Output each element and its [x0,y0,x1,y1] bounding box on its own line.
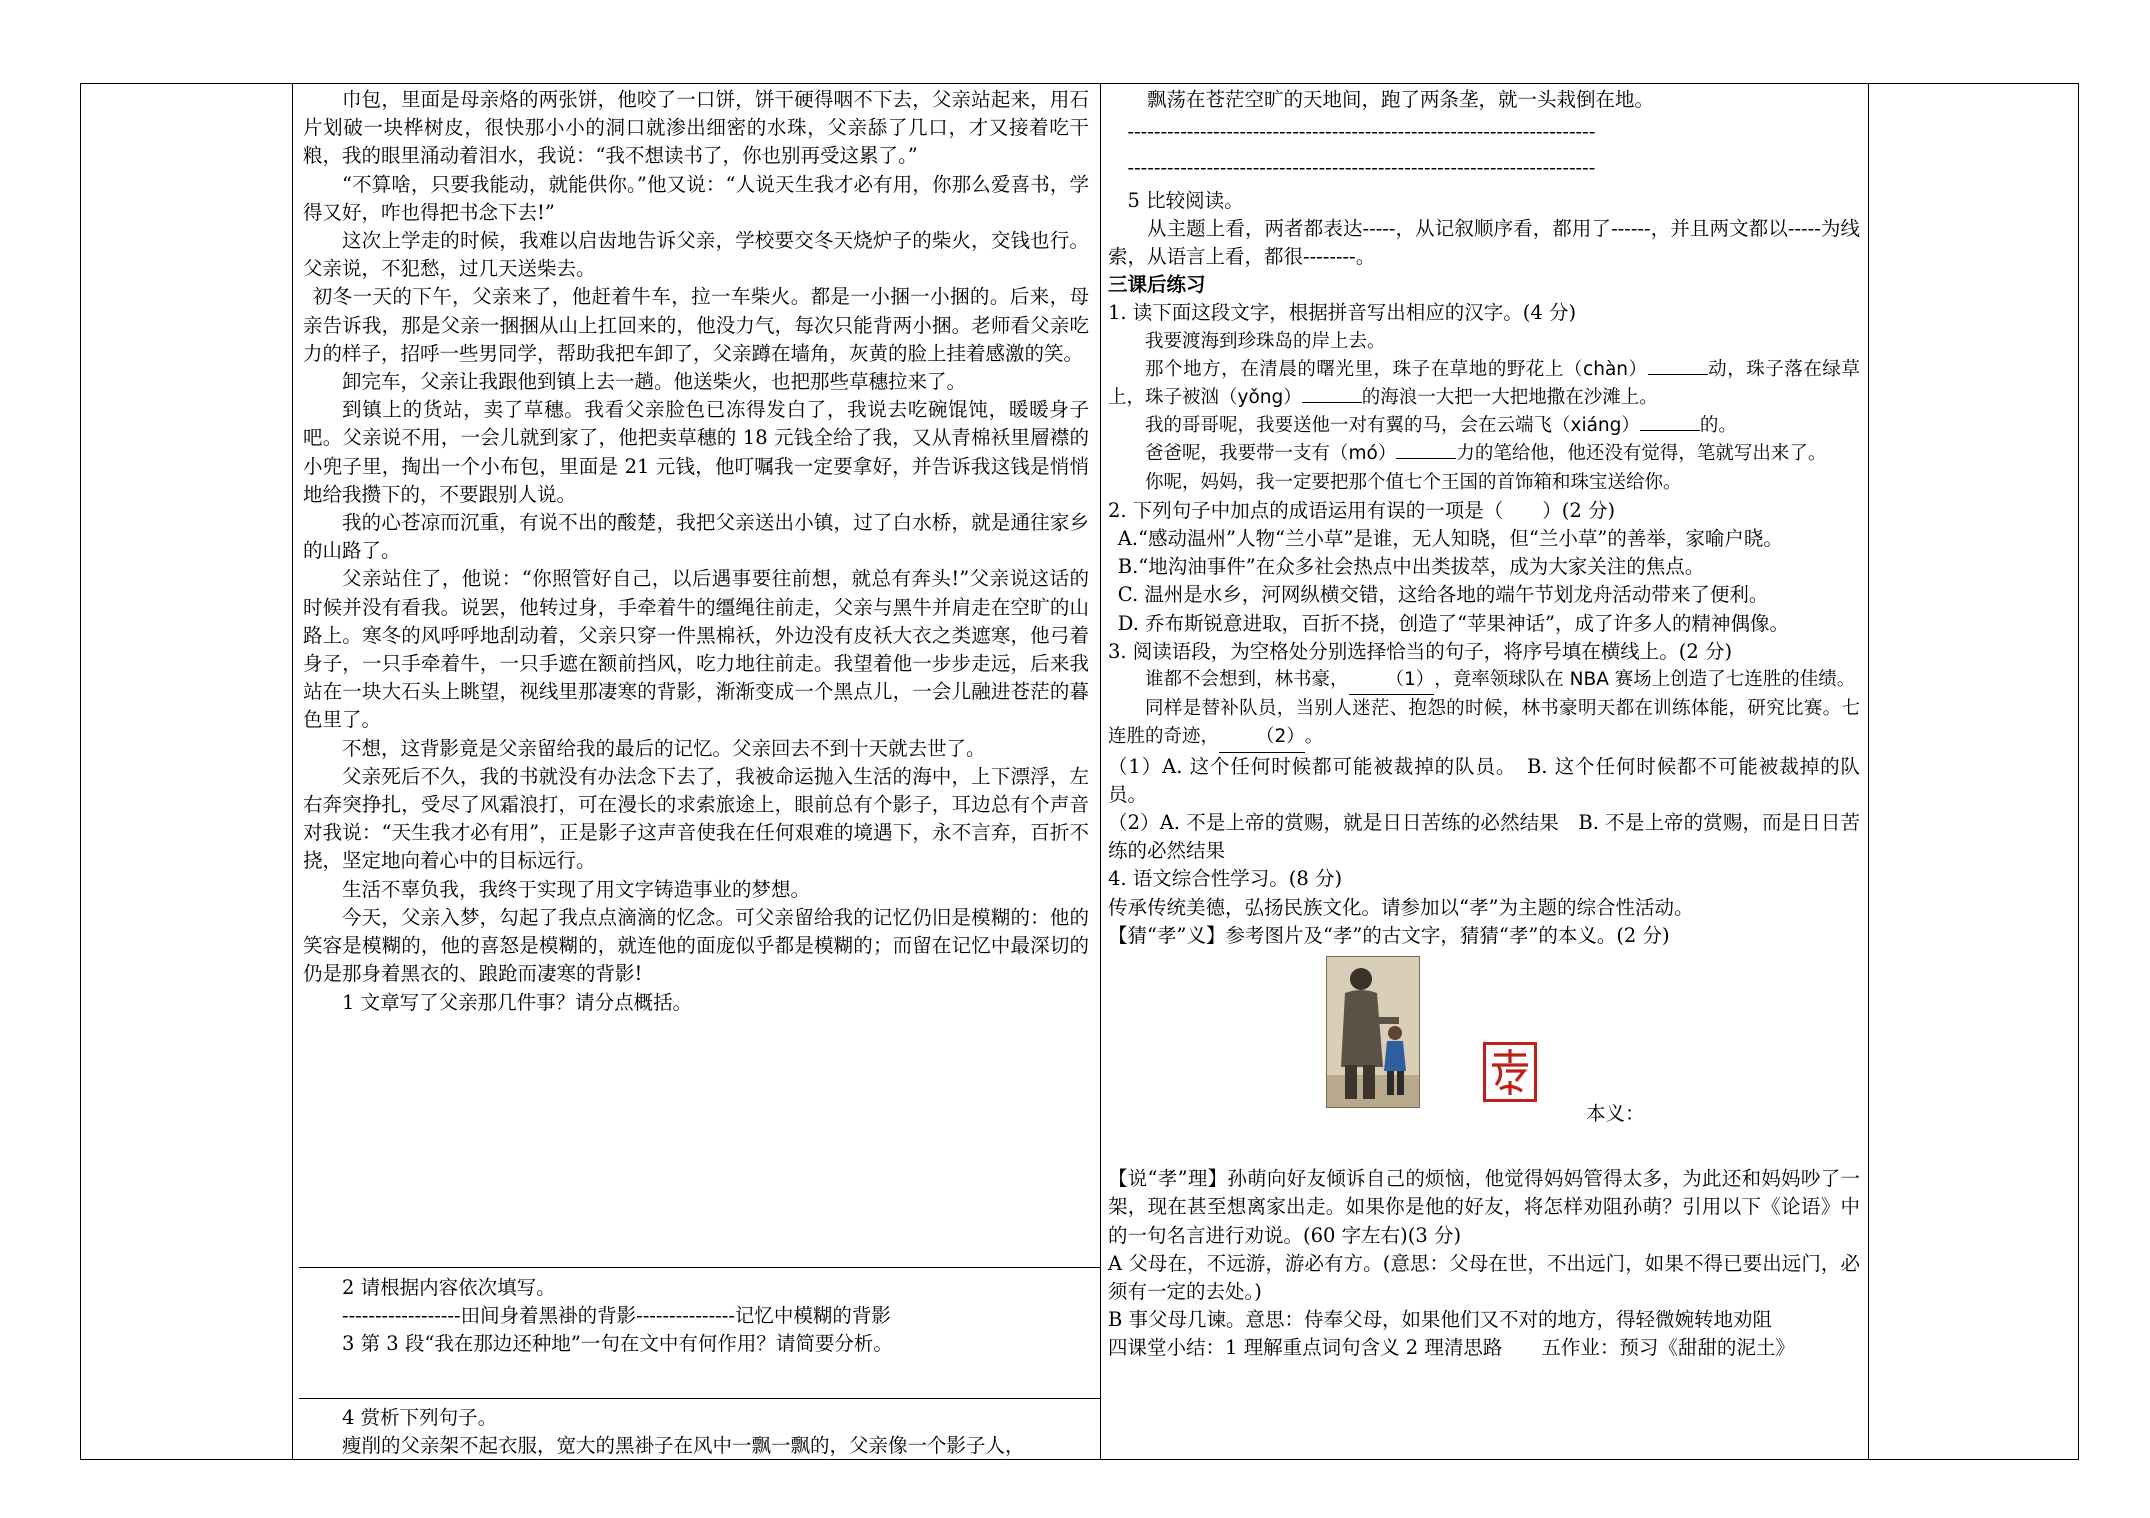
analects-quote-a: A 父母在，不远游，游必有方。(意思：父母在世，不出远门，如果不得已要出远门，必须有一定的去处。) [1108,1251,1860,1303]
worksheet-table [80,83,2079,1460]
question-1: 1 文章写了父亲那几件事？请分点概括。 [342,990,693,1014]
passage-paragraph: 不想，这背影竟是父亲留给我的最后的记忆。父亲回去不到十天就去世了。 [342,736,986,760]
exercise-3-title: 3. 阅读语段，为空格处分别选择恰当的句子，将序号填在横线上。(2 分) [1108,639,1733,663]
column-divider-3 [1868,84,1869,1459]
passage-paragraph: 这次上学走的时候，我难以启齿地告诉父亲，学校要交冬天烧炉子的柴火，交钱也行。父亲说，不犯愁，过几天送柴去。 [303,229,1089,281]
blank-1[interactable]: （1） [1349,666,1435,695]
xiao-figure-row [1108,950,1860,1165]
exercise-4-shuo: 【说“孝”理】孙萌向好友倾诉自己的烦恼，他觉得妈妈管得太多，为此还和妈妈吵了一架，现在甚至想离家出走。如果你是他的好友，将怎样劝阻孙萌？引用以下《论语》中的一句名言进行劝说。(60 字左右)(3 分) [1108,1167,1860,1247]
blank-yong[interactable] [1302,402,1362,403]
passage-line [1108,356,1860,412]
passage-text: 的。 [1699,415,1737,437]
row-divider-q4 [299,1398,1100,1399]
passage-text: 谁都不会想到，林书豪， [1145,669,1349,691]
question-4: 4 赏析下列句子。 [342,1406,498,1429]
exercise-1-passage [1108,328,1860,497]
question-2: 2 请根据内容依次填写。 [342,1276,556,1299]
benyi-label: 本义： [1586,1102,1645,1126]
exercise-2-title: 2. 下列句子中加点的成语运用有误的一项是（ ）(2 分) [1108,498,1616,522]
passage-line [1108,695,1860,752]
question-2-fill: ------------------田间身着黑褂的背影---------------记忆中模糊的背影 [342,1304,891,1328]
passage-line [1108,666,1860,695]
passage-paragraph: 巾包，里面是母亲烙的两张饼，他咬了一口饼，饼干硬得咽不下去，父亲站起来，用石片划破一块桦树皮，很快那小小的洞口就渗出细密的水珠，父亲舔了几口，才又接着吃干粮，我的眼里涌动着泪水，我说：“我不想读书了，你也别再受这累了。” [303,88,1089,168]
passage-paragraph: 卸完车，父亲让我跟他到镇上去一趟。他送柴火，也把那些草穗拉来了。 [342,370,967,394]
passage-text: 爸爸呢，我要带一支有（mó） [1145,443,1397,465]
question-4-block [303,1404,1089,1460]
passage-text: 力的笔给他，他还没有觉得，笔就写出来了。 [1456,443,1827,465]
exercise-2-option: D. 乔布斯锐意进取，百折不挠，创造了“苹果神话”，成了许多人的精神偶像。 [1117,611,1790,635]
passage-paragraph: 父亲站住了，他说：“你照管好自己，以后遇事要往前想，就总有奔头!”父亲说这话的时候并没有看我。说罢，他转过身，手牵着牛的缰绳往前走，父亲与黑牛并肩走在空旷的山路上。寒冬的风呼呼地刮动着，父亲只穿一件黑棉袄，外边没有皮袄大衣之类遮寒，他弓着身子，一只手牵着牛，一只手遮在额前挡风，吃力地往前走。我望着他一步步走远，后来我站在一块大石头上眺望，视线里那凄寒的背影，渐渐变成一个黑点儿，一会儿融进苍茫的暮色里了。 [303,567,1089,732]
exercise-4-guess: 【猜“孝”义】参考图片及“孝”的古文字，猜猜“孝”的本义。(2 分) [1108,923,1670,947]
exercise-column [1108,86,1860,1363]
passage-text: 我的哥哥呢，我要送他一对有翼的马，会在云端飞（xiáng） [1145,415,1640,437]
passage-line: 我要渡海到珍珠岛的岸上去。 [1145,330,1386,352]
exercise-3-passage [1108,666,1860,753]
exercise-2-option: C. 温州是水乡，河网纵横交错，这给各地的端午节划龙舟活动带来了便利。 [1117,583,1769,607]
passage-paragraph: 到镇上的货站，卖了草穗。我看父亲脸色已冻得发白了，我说去吃碗馄饨，暖暖身子吧。父亲说不用，一会儿就到家了，他把卖草穗的 18 元钱全给了我，又从青棉袄里層襟的小兜子里，掏出一个小布包，里面是 21 元钱，他叮嘱我一定要拿好，并告诉我这钱是悄悄地给我攒下的，不要跟别人说。 [303,398,1089,506]
passage-line [1108,412,1860,440]
question-4-sentence-cont: 飘荡在苍茫空旷的天地间，跑了两条垄，就一头栽倒在地。 [1147,88,1655,111]
elder-and-child-image [1326,956,1420,1108]
exercise-4-title: 4. 语文综合性学习。(8 分) [1108,867,1343,891]
passage-paragraph: “不算啥，只要我能动，就能供你。”他又说：“人说天生我才必有用，你那么爱喜书，学得又好，咋也得把书念下去!” [303,172,1089,224]
blank-chan[interactable] [1648,374,1708,375]
column-divider-2 [1100,84,1101,1459]
passage-paragraph: 我的心苍凉而沉重，有说不出的酸楚，我把父亲送出小镇，过了白水桥，就是通往家乡的山路了。 [303,511,1089,563]
blank-mo[interactable] [1396,458,1456,459]
passage-paragraph: 生活不辜负我，我终于实现了用文字铸造事业的梦想。 [342,877,811,901]
blank-xiang[interactable] [1640,430,1700,431]
question-2-block [303,1274,1089,1359]
exercise-1-title: 1. 读下面这段文字，根据拼音写出相应的汉字。(4 分) [1108,301,1577,325]
passage-text: 动，珠子落在绿草上，珠子被汹（yǒng） [1108,358,1860,409]
passage-line: 你呢，妈妈，我一定要把那个值七个王国的首饰箱和珠宝送给你。 [1145,471,1682,493]
class-summary: 四课堂小结：1 理解重点词句含义 2 理清思路 五作业：预习《甜甜的泥土》 [1108,1336,1795,1360]
answer-line: ----------------------------------------------------------------------- [1127,120,1596,144]
passage-text: 的海浪一大把一大把地撒在沙滩上。 [1361,387,1658,409]
passage-paragraph: 今天，父亲入梦，勾起了我点点滴滴的忆念。可父亲留给我的记忆仍旧是模糊的：他的笑容是模糊的，他的喜怒是模糊的，就连他的面庞似乎都是模糊的；而留在记忆中最深切的仍是那身着黑衣的、踉跄而凄寒的背影! [303,905,1089,986]
exercise-2-option: A.“感动温州”人物“兰小草”是谁，无人知晓，但“兰小草”的善举，家喻户晓。 [1117,527,1783,551]
exercise-2-option: B.“地沟油事件”在众多社会热点中出类拔萃，成为大家关注的焦点。 [1117,555,1705,579]
section-3-title: 三课后练习 [1108,273,1206,297]
question-5-text: 从主题上看，两者都表达-----，从记叙顺序看，都用了------，并且两文都以-----为线索，从语言上看，都很--------。 [1108,216,1860,269]
exercise-3-options-2: （2）A. 不是上帝的赏赐，就是日日苦练的必然结果 B. 不是上帝的赏赐，而是日日苦练的必然结果 [1108,811,1860,863]
passage-paragraph: 父亲死后不久，我的书就没有办法念下去了，我被命运抛入生活的海中，上下漂浮，左右奔突挣扎，受尽了风霜浪打，可在漫长的求索旅途上，眼前总有个影子，耳边总有个声音对我说：“天生我才必有用”，正是影子这声音使我在任何艰难的境遇下，永不言弃，百折不挠，坚定地向着心中的目标远行。 [303,764,1089,873]
passage-text: 。 [1304,726,1324,748]
exercise-4-intro: 传承传统美德，弘扬民族文化。请参加以“孝”为主题的综合性活动。 [1108,895,1694,919]
column-divider-1 [292,84,293,1459]
passage-text: 同样是替补队员，当别人迷茫、抱怨的时候，林书豪明天都在训练体能，研究比赛。七连胜的奇迹， [1108,698,1860,748]
row-divider-q2 [299,1267,1100,1268]
passage-paragraph: 初冬一天的下午，父亲来了，他赶着牛车，拉一车柴火。都是一小捆一小捆的。后来，母亲告诉我，那是父亲一捆捆从山上扛回来的，他没力气，每次只能背两小捆。老师看父亲吃力的样子，招呼一些男同学，帮助我把车卸了，父亲蹲在墙角，灰黄的脸上挂着感激的笑。 [303,285,1089,365]
xiao-ancient-seal [1483,1042,1537,1102]
passage-text: 那个地方，在清晨的曙光里，珠子在草地的野花上（chàn） [1145,358,1648,380]
passage-text: ，竟率领球队在 NBA 赛场上创造了七连胜的佳绩。 [1434,669,1856,691]
question-3: 3 第 3 段“我在那边还种地”一句在文中有何作用？请简要分析。 [342,1332,893,1356]
question-4-sentence: 瘦削的父亲架不起衣服，宽大的黑褂子在风中一飘一飘的，父亲像一个影子人， [342,1434,1025,1458]
reading-passage-column [303,86,1089,1017]
passage-line [1108,440,1860,468]
analects-quote-b: B 事父母几谏。意思：侍奉父母，如果他们又不对的地方，得轻微婉转地劝阻 [1108,1308,1773,1332]
blank-2[interactable]: （2） [1219,723,1305,752]
exercise-3-options-1: （1）A. 这个任何时候都可能被裁掉的队员。 B. 这个任何时候都不可能被裁掉的队员。 [1108,754,1860,806]
question-5-title: 5 比较阅读。 [1127,188,1244,212]
answer-line: ----------------------------------------------------------------------- [1127,156,1596,180]
